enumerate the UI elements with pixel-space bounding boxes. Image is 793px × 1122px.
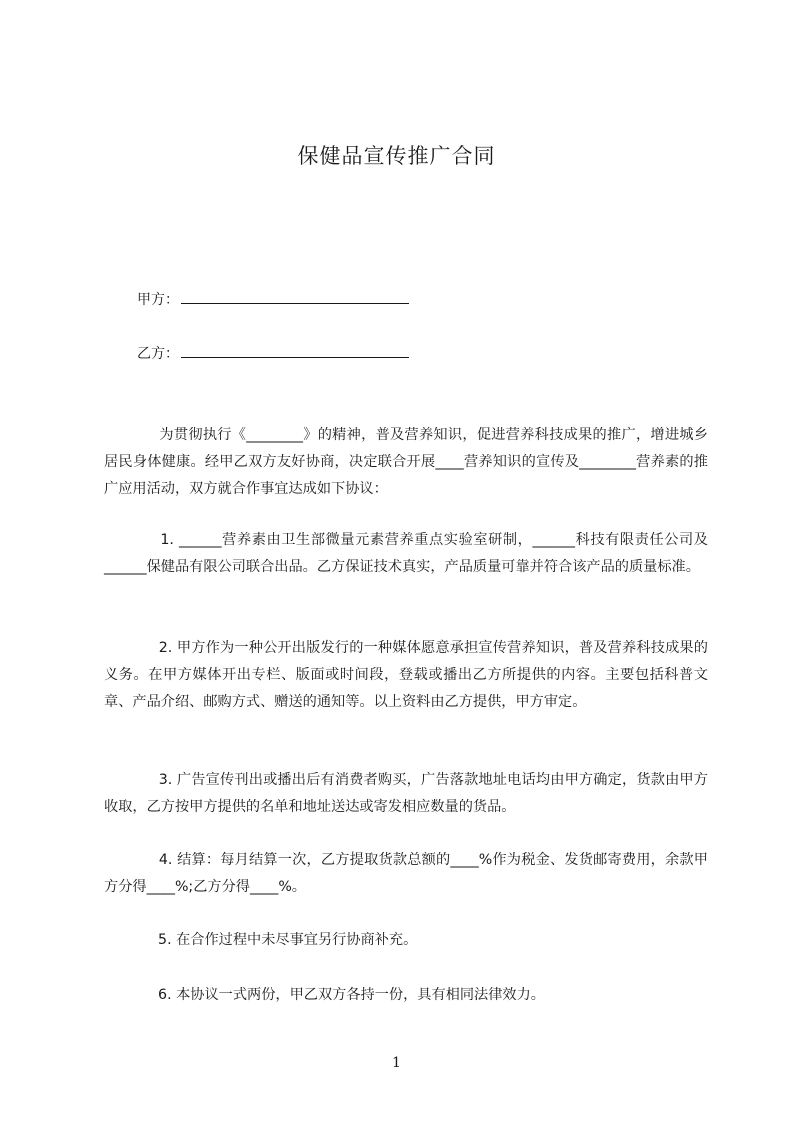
party-b-label: 乙方： xyxy=(137,346,179,362)
document-title: 保健品宣传推广合同 xyxy=(297,144,496,168)
clause-4-text: 4. 结算：每月结算一次，乙方提取货款总额的____%作为税金、发货邮寄费用，余款甲方分得____%;乙方分得____%。 xyxy=(104,852,708,895)
clause-5-text: 5. 在合作过程中未尽事宜另行协商补充。 xyxy=(158,932,418,948)
clause-6-paragraph xyxy=(104,955,708,1036)
preamble-text: 为贯彻执行《________》的精神，普及营养知识，促进营养科技成果的推广，增进城乡居民身体健康。经甲乙双方友好协商，决定联合开展____营养知识的宣传及________营养素的推广应用活动，双方就合作事宜达成如下协议： xyxy=(104,427,708,497)
party-a-field xyxy=(137,290,409,310)
party-a-blank-line xyxy=(181,290,409,304)
clause-1-paragraph xyxy=(104,500,708,608)
party-a-label: 甲方： xyxy=(137,292,179,308)
clause-1-text: 1. ______营养素由卫生部微量元素营养重点实验室研制，______科技有限责任公司及______保健品有限公司联合出品。乙方保证技术真实，产品质量可靠并符合该产品的质量标准。 xyxy=(104,532,708,575)
page-number: 1 xyxy=(392,1055,401,1071)
party-b-blank-line xyxy=(181,344,409,358)
clause-3-text: 3. 广告宣传刊出或播出后有消费者购买，广告落款地址电话均由甲方确定，货款由甲方收取，乙方按甲方提供的名单和地址送达或寄发相应数量的货品。 xyxy=(104,772,708,815)
clause-6-text: 6. 本协议一式两份，甲乙双方各持一份，具有相同法律效力。 xyxy=(158,987,545,1003)
clause-2-paragraph xyxy=(104,608,708,743)
party-b-field xyxy=(137,344,409,364)
clause-2-text: 2. 甲方作为一种公开出版发行的一种媒体愿意承担宣传营养知识，普及营养科技成果的义务。在甲方媒体开出专栏、版面或时间段，登载或播出乙方所提供的内容。主要包括科普文章、产品介绍、邮购方式、赠送的通知等。以上资料由乙方提供，甲方审定。 xyxy=(104,640,708,710)
